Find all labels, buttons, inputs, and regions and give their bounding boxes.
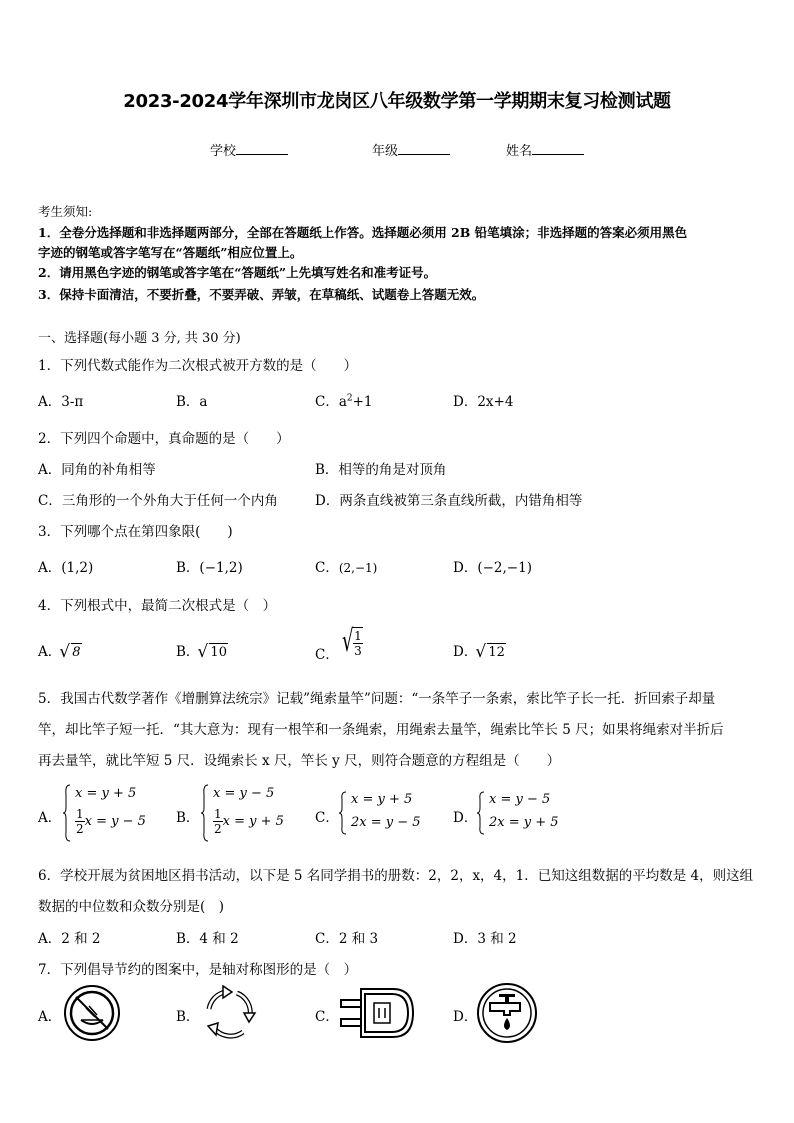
q5-option-b-system: x = y − 5 $\frac{1}{2}$ x = y + 5 (201, 784, 291, 844)
q1-option-d: D．2x+4 (453, 394, 514, 410)
faucet-drop-icon (476, 982, 538, 1044)
school-field: 学校 (210, 140, 288, 159)
q2-option-a: A．同角的补角相等 (38, 462, 156, 478)
notice-heading: 考生须知: (38, 204, 93, 219)
page-title: 2023-2024学年深圳市龙岗区八年级数学第一学期期末复习检测试题 (123, 91, 671, 112)
q4-option-d: D．√ 12 (453, 640, 506, 660)
sqrt-symbol: √ 12 (477, 645, 506, 660)
q2-option-d: D．两条直线被第三条直线所截，内错角相等 (315, 493, 583, 509)
q1-option-b: B．a (176, 394, 208, 410)
q6-option-d: D．3 和 2 (453, 931, 517, 947)
q5-option-d-label: D． (453, 810, 478, 826)
q4-option-a: A．√ 8 (38, 640, 82, 660)
q4-option-c: C． √ $\frac{1}{3}$ (315, 624, 362, 663)
q2-option-c: C．三角形的一个外角大于任何一个内角 (38, 493, 278, 509)
q7-option-c-label: C． (315, 1009, 339, 1025)
q7-option-a-label: A． (38, 1009, 62, 1025)
q3-option-b: B．(−1,2) (176, 560, 243, 576)
question-4-stem: 4．下列根式中，最简二次根式是（ ） (38, 598, 277, 614)
q6-option-b: B．4 和 2 (176, 931, 239, 947)
q1-option-c: C．$a^2+1$ (315, 393, 373, 410)
q2-option-b: B．相等的角是对顶角 (315, 462, 447, 478)
sqrt-fraction: √ $\frac{1}{3}$ (342, 624, 362, 659)
question-3-stem: 3．下列哪个点在第四象限( ) (38, 524, 233, 540)
q3-option-a: A．(1,2) (38, 560, 94, 576)
question-5-line: 5．我国古代数学著作《增删算法统宗》记载”绳索量竿”问题：“一条竿子一条索，索比竿子长一托．折回索子却量 (38, 691, 716, 707)
q7-option-b-label: B． (176, 1009, 200, 1025)
question-6-line: 6．学校开展为贫困地区捐书活动，以下是 5 名同学捐书的册数：2，2，x，4，1．已知这组数据的平均数是 4，则这组 (38, 868, 754, 884)
question-6-line: 数据的中位数和众数分别是( ) (38, 899, 225, 915)
question-1-stem: 1．下列代数式能作为二次根式被开方数的是（ ） (38, 358, 358, 374)
q3-option-d: D．(−2,−1) (453, 560, 532, 576)
notice-item: 2．请用黑色字迹的钢笔或答字笔在“答题纸”上先填写姓名和准考证号。 (38, 265, 437, 280)
q4-option-b: B．√ 10 (176, 640, 228, 660)
grade-field: 年级 (372, 140, 450, 159)
q5-option-c-label: C． (315, 810, 339, 826)
q6-option-c: C．2 和 3 (315, 931, 379, 947)
question-7-stem: 7．下列倡导节约的图案中，是轴对称图形的是（ ） (38, 962, 358, 978)
q3-option-c: C．(2,−1) (315, 560, 378, 576)
notice-item: 字迹的钢笔或答字笔写在“答题纸”相应位置上。 (38, 245, 303, 260)
q1-option-a: A．3-π (38, 394, 84, 410)
q5-option-c-system: x = y + 5 2x = y − 5 (339, 791, 429, 837)
q5-option-a-label: A． (38, 810, 62, 826)
recycle-arrows-icon (199, 983, 259, 1043)
question-5-line: 再去量竿，就比竿短 5 尺．设绳索长 x 尺，竿长 y 尺，则符合题意的方程组是（ ） (38, 753, 561, 769)
question-2-stem: 2．下列四个命题中，真命题的是（ ） (38, 431, 290, 447)
sqrt-symbol: √ 10 (199, 645, 228, 660)
no-eating-sign-icon (62, 984, 122, 1042)
section-heading: 一、选择题(每小题 3 分, 共 30 分) (38, 331, 241, 346)
notice-item: 1．全卷分选择题和非选择题两部分，全部在答题纸上作答。选择题必须用 2B 铅笔填涂；非选择题的答案必须用黑色 (38, 225, 688, 240)
name-field: 姓名 (506, 140, 584, 159)
q5-option-d-system: x = y − 5 2x = y + 5 (477, 791, 567, 837)
notice-item: 3．保持卡面清洁，不要折叠，不要弄破、弄皱，在草稿纸、试题卷上答题无效。 (38, 287, 485, 302)
q7-option-d-label: D． (453, 1009, 478, 1025)
power-plug-icon (339, 987, 415, 1039)
question-5-line: 竿，却比竿子短一托．“其大意为：现有一根竿和一条绳索，用绳索去量竿，绳索比竿长 5 尺；如果将绳索对半折后 (38, 722, 724, 738)
q5-option-a-system: x = y + 5 $\frac{1}{2}$ x = y − 5 (63, 784, 153, 844)
q6-option-a: A．2 和 2 (38, 931, 101, 947)
q5-option-b-label: B． (176, 810, 200, 826)
sqrt-symbol: √ 8 (61, 645, 81, 660)
